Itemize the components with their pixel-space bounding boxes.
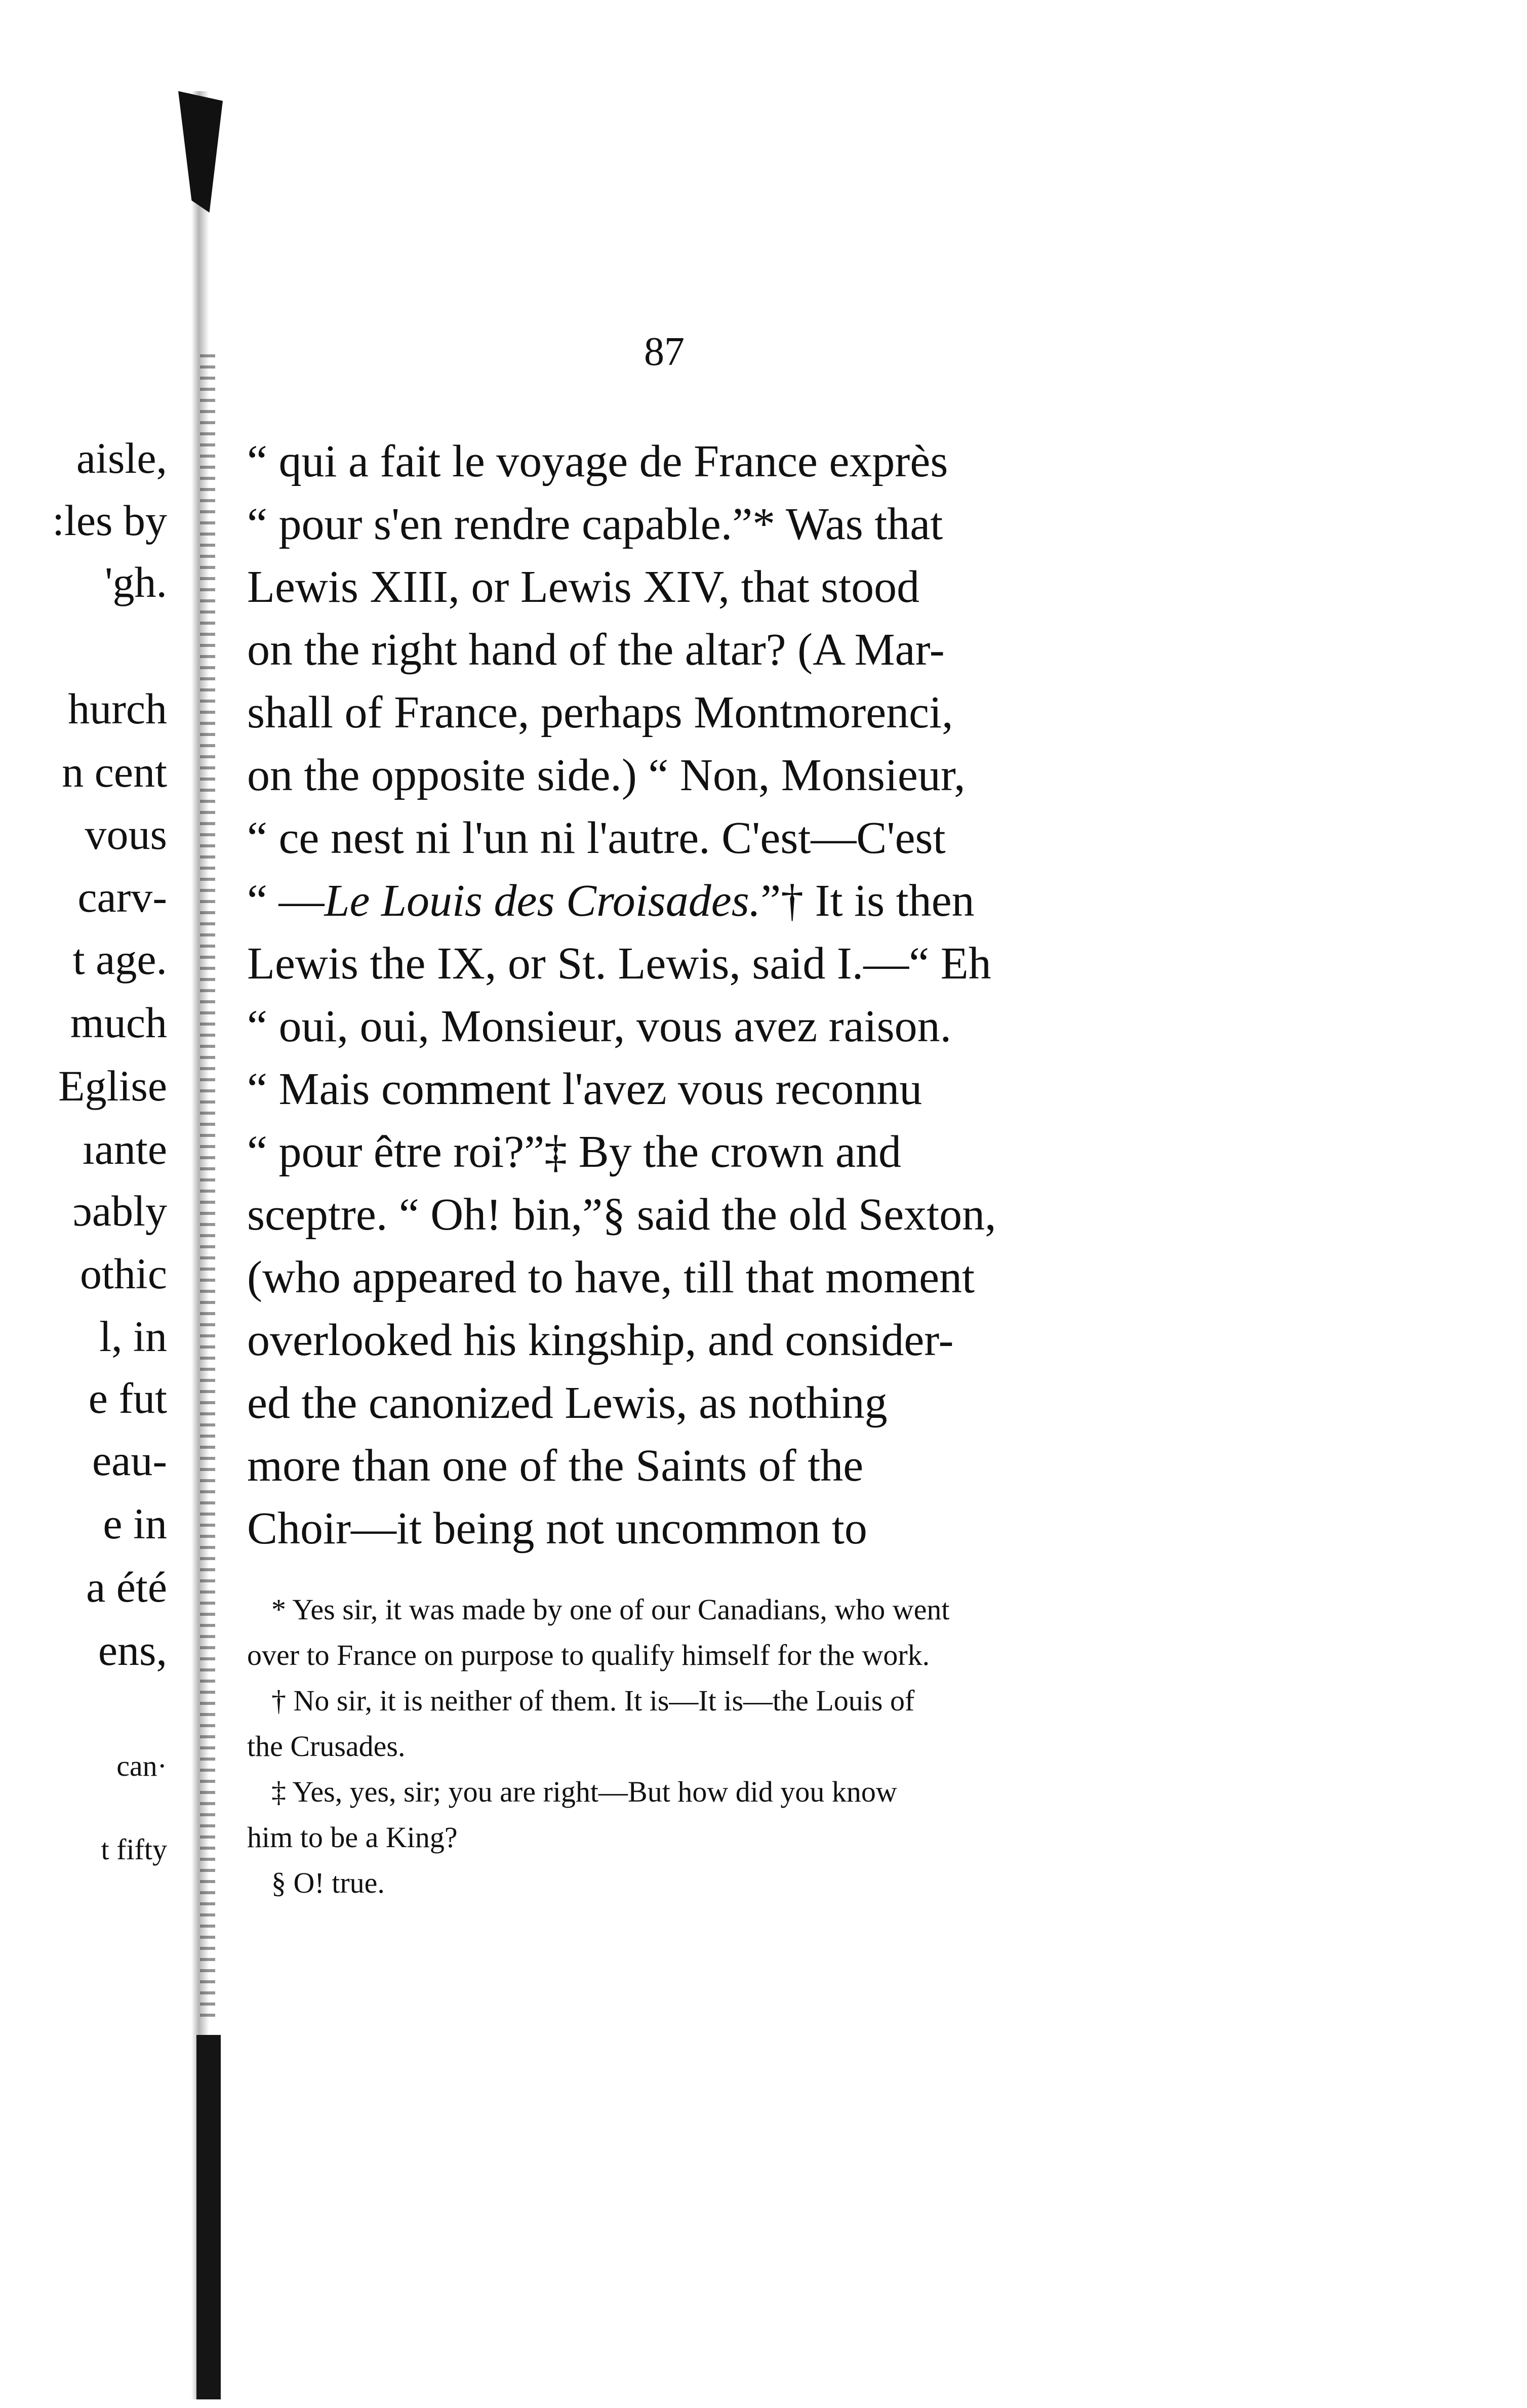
fragment-line: t age. <box>72 935 167 984</box>
text-line-9 <box>247 932 1095 995</box>
fragment-line: a été <box>86 1563 167 1611</box>
fragment-line: othic <box>80 1249 167 1298</box>
fragment-line: Eglise <box>58 1062 167 1110</box>
footnote-line <box>247 1678 1095 1724</box>
fragment-line: l, in <box>99 1312 167 1361</box>
text-line-content: sceptre. “ Oh! bin,”§ said the old Sexton, <box>247 1190 996 1240</box>
text-line-1 <box>247 430 1095 493</box>
footnote-line <box>247 1587 1095 1632</box>
footnote-line <box>247 1769 1095 1815</box>
text-line-content: Lewis XIII, or Lewis XIV, that stood <box>247 562 920 612</box>
text-line-17 <box>247 1435 1095 1497</box>
fragment-line: ɔably <box>72 1187 167 1235</box>
text-line-content: “ pour s'en rendre capable.”* Was that <box>247 499 943 549</box>
footnote-line <box>247 1815 1095 1860</box>
footnote-text: ‡ Yes, yes, sir; you are right—But how did you know <box>271 1775 897 1808</box>
fragment-line: carv- <box>77 873 167 921</box>
footnote-text: the Crusades. <box>247 1730 406 1763</box>
text-line-13 <box>247 1183 1095 1246</box>
text-line-18 <box>247 1497 1095 1560</box>
text-line-6 <box>247 744 1095 807</box>
text-line-content: on the opposite side.) “ Non, Monsieur, <box>247 750 966 800</box>
text-line-content: ed the canonized Lewis, as nothing <box>247 1378 888 1428</box>
text-line-content: overlooked his kingship, and consider- <box>247 1315 954 1365</box>
text-line-11 <box>247 1058 1095 1121</box>
fragment-line: ens, <box>98 1626 167 1675</box>
fragment-line: eau- <box>92 1436 167 1485</box>
fragment-line: much <box>70 998 167 1047</box>
fragment-line: e fut <box>88 1374 167 1422</box>
footnote-line <box>247 1632 1095 1678</box>
text-line-content: shall of France, perhaps Montmorenci, <box>247 687 953 738</box>
text-line-content: on the right hand of the altar? (A Mar- <box>247 625 945 675</box>
fragment-line: n cent <box>62 748 167 796</box>
fragment-line: ıante <box>82 1125 167 1173</box>
footnote-line <box>247 1724 1095 1769</box>
text-line-12 <box>247 1121 1095 1183</box>
fragment-line: e in <box>103 1499 167 1548</box>
footnotes <box>247 1587 1095 1906</box>
footnote-text: him to be a King? <box>247 1821 458 1854</box>
text-line-15 <box>247 1309 1095 1372</box>
text-line-7 <box>247 807 1095 870</box>
text-line-content: “ qui a fait le voyage de France exprès <box>247 436 948 486</box>
text-line-content: Lewis the IX, or St. Lewis, said I.—“ Eh <box>247 938 991 989</box>
fragment-line: 'gh. <box>105 558 167 606</box>
footnote-text: † No sir, it is neither of them. It is—It is—the Louis of <box>271 1684 915 1717</box>
text-line-4 <box>247 619 1095 681</box>
text-line-content: “ oui, oui, Monsieur, vous avez raison. <box>247 1001 952 1051</box>
fragment-line: t fifty <box>101 1833 167 1866</box>
text-line-8 <box>247 870 1095 932</box>
page-number: 87 <box>644 330 685 374</box>
main-text-block <box>247 430 1095 1560</box>
fragment-line: can· <box>116 1749 167 1782</box>
fragment-line: hurch <box>68 684 167 733</box>
footnote-line <box>247 1860 1095 1906</box>
text-line-content: more than one of the Saints of the <box>247 1441 864 1491</box>
text-line-segment: “ — <box>247 876 325 926</box>
footnote-text: § O! true. <box>271 1866 385 1899</box>
fragment-line: aisle, <box>76 434 167 482</box>
text-line-segment: ”† It is then <box>760 876 975 926</box>
text-line-14 <box>247 1246 1095 1309</box>
text-line-2 <box>247 493 1095 556</box>
text-line-content: Choir—it being not uncommon to <box>247 1503 867 1554</box>
text-line-content: “ pour être roi?”‡ By the crown and <box>247 1127 901 1177</box>
gutter-ink-mark-bottom <box>196 2035 221 2399</box>
text-line-10 <box>247 995 1095 1058</box>
italic-title: Le Louis des Croisades. <box>324 876 761 926</box>
text-line-content <box>247 870 975 932</box>
text-line-16 <box>247 1372 1095 1435</box>
text-line-content: “ Mais comment l'avez vous reconnu <box>247 1064 922 1114</box>
gutter-stitching <box>200 354 215 2025</box>
text-line-content: (who appeared to have, till that moment <box>247 1252 975 1302</box>
footnote-text: over to France on purpose to qualify himself for the work. <box>247 1639 930 1671</box>
fragment-line: :les by <box>52 496 167 545</box>
fragment-line: vous <box>85 810 167 859</box>
text-line-3 <box>247 556 1095 619</box>
text-line-content: “ ce nest ni l'un ni l'autre. C'est—C'est <box>247 813 946 863</box>
footnote-text: * Yes sir, it was made by one of our Canadians, who went <box>271 1593 950 1626</box>
text-line-5 <box>247 681 1095 744</box>
